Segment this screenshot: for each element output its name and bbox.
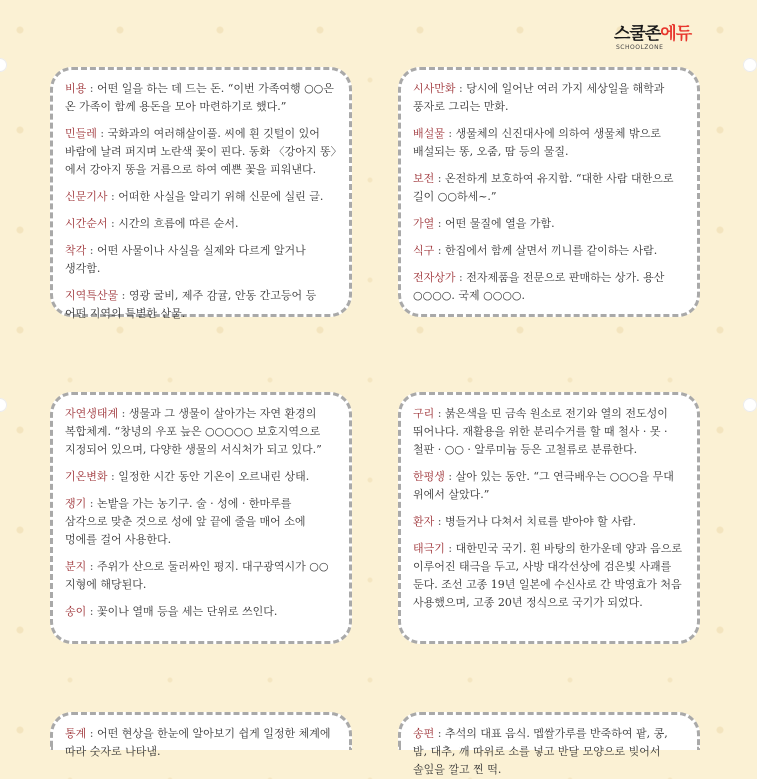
vocab-entry: 착각 : 어떤 사물이나 사실을 실제와 다르게 알거나 생각함. bbox=[65, 244, 306, 275]
vocab-term: 송편 bbox=[413, 727, 435, 740]
vocab-entry: 통계 : 어떤 현상을 한눈에 알아보기 쉽게 일정한 체계에 따라 숫자로 나타냄. bbox=[65, 727, 331, 758]
binder-hole bbox=[743, 58, 757, 72]
vocab-definition: 생물과 그 생물이 살아가는 자연 환경의 복합체계. “창녕의 우포 늪은 ○○○○○ 보호지역으로 지정되어 있으며, 다양한 생물의 서식처가 되고 있다.” bbox=[65, 407, 322, 456]
vocab-entry: 식구 : 한집에서 함께 살면서 끼니를 같이하는 사람. bbox=[413, 244, 658, 257]
vocab-term: 민들레 bbox=[65, 127, 97, 140]
vocab-entry: 시사만화 : 당시에 일어난 여러 가지 세상일을 해학과 풍자로 그리는 만화. bbox=[413, 82, 665, 113]
vocab-entry: 환자 : 병들거나 다쳐서 치료를 받아야 할 사람. bbox=[413, 515, 636, 528]
vocab-term: 환자 bbox=[413, 515, 435, 528]
vocab-term: 기온변화 bbox=[65, 470, 108, 483]
binder-hole bbox=[0, 58, 7, 72]
vocab-term: 한평생 bbox=[413, 470, 445, 483]
vocab-definition: 어떠한 사실을 알리기 위해 신문에 실린 글. bbox=[118, 190, 324, 203]
vocab-definition: 주위가 산으로 둘러싸인 평지. 대구광역시가 ○○지형에 해당된다. bbox=[65, 560, 329, 591]
vocab-definition: 대한민국 국기. 흰 바탕의 한가운데 양과 음으로 이루어진 태극을 두고, 사방 대각선상에 검은빛 사괘를 둔다. 조선 고종 19년 일본에 수신사로 간 박영효가 처음 사용했으며, 고종 20년 정식으로 국기가 되었다. bbox=[413, 542, 682, 609]
vocab-term: 신문기사 bbox=[65, 190, 108, 203]
vocab-term: 가열 bbox=[413, 217, 435, 230]
vocab-term: 분지 bbox=[65, 560, 87, 573]
vocab-term: 전자상가 bbox=[413, 271, 456, 284]
vocab-term: 지역특산물 bbox=[65, 289, 119, 302]
vocab-entry: 가열 : 어떤 물질에 열을 가함. bbox=[413, 217, 555, 230]
vocab-term: 자연생태계 bbox=[65, 407, 119, 420]
vocab-entry: 송편 : 추석의 대표 음식. 멥쌀가루를 반죽하여 팥, 콩, 밤, 대추, 깨 따위로 소를 넣고 반달 모양으로 빚어서 솔잎을 깔고 찐 떡. bbox=[413, 727, 668, 776]
vocab-term: 구리 bbox=[413, 407, 435, 420]
logo-wordmark: 스쿨존에듀 bbox=[614, 24, 692, 44]
vocab-term: 시간순서 bbox=[65, 217, 108, 230]
vocab-definition: 시간의 흐름에 따른 순서. bbox=[118, 217, 239, 230]
vocab-entry: 보전 : 온전하게 보호하여 유지함. “대한 사람 대한으로 길이 ○○하세~.” bbox=[413, 172, 674, 203]
vocab-definition: 생물체의 신진대사에 의하여 생물체 밖으로 배설되는 똥, 오줌, 땀 등의 물질. bbox=[413, 127, 661, 158]
vocab-entry: 지역특산물 : 영광 굴비, 제주 감귤, 안동 간고등어 등 어떤 지역의 특별한 산물. bbox=[65, 289, 317, 320]
vocab-entry: 쟁기 : 논밭을 가는 농기구. 술 · 성에 · 한마루를 삼각으로 맞춘 것으로 성에 앞 끝에 줄을 매어 소에 멍에를 걸어 사용한다. bbox=[65, 497, 306, 546]
vocab-term: 송이 bbox=[65, 605, 87, 618]
vocab-term: 착각 bbox=[65, 244, 87, 257]
vocab-definition: 온전하게 보호하여 유지함. “대한 사람 대한으로 길이 ○○하세~.” bbox=[413, 172, 674, 203]
vocab-definition: 어떤 물질에 열을 가함. bbox=[444, 217, 555, 230]
vocab-definition: 한집에서 함께 살면서 끼니를 같이하는 사람. bbox=[444, 244, 658, 257]
vocab-entry: 비용 : 어떤 일을 하는 데 드는 돈. “이번 가족여행 ○○은 온 가족이 함께 용돈을 모아 마련하기로 했다.” bbox=[65, 82, 334, 113]
vocab-term: 통계 bbox=[65, 727, 87, 740]
vocab-entry: 배설물 : 생물체의 신진대사에 의하여 생물체 밖으로 배설되는 똥, 오줌, 땀 등의 물질. bbox=[413, 127, 661, 158]
vocab-definition: 일정한 시간 동안 기온이 오르내린 상태. bbox=[118, 470, 310, 483]
vocab-entry: 한평생 : 살아 있는 동안. “그 연극배우는 ○○○을 무대 위에서 살았다.” bbox=[413, 470, 674, 501]
vocab-entry: 구리 : 붉은색을 띤 금속 원소로 전기와 열의 전도성이 뛰어나다. 재활용을 위한 분리수거를 할 때 철사 · 못 · 철판 · ○○ · 알루미늄 등은 고철류로 분류한다. bbox=[413, 407, 668, 456]
vocab-card-4 bbox=[398, 392, 700, 644]
logo-subtitle: SCHOOLZONE bbox=[616, 44, 664, 51]
vocab-definition: 추석의 대표 음식. 멥쌀가루를 반죽하여 팥, 콩, 밤, 대추, 깨 따위로 소를 넣고 반달 모양으로 빚어서 솔잎을 깔고 찐 떡. bbox=[413, 727, 668, 776]
vocab-definition: 어떤 일을 하는 데 드는 돈. “이번 가족여행 ○○은 온 가족이 함께 용돈을 모아 마련하기로 했다.” bbox=[65, 82, 334, 113]
vocab-definition: 살아 있는 동안. “그 연극배우는 ○○○을 무대 위에서 살았다.” bbox=[413, 470, 674, 501]
vocab-definition: 붉은색을 띤 금속 원소로 전기와 열의 전도성이 뛰어나다. 재활용을 위한 분리수거를 할 때 철사 · 못 · 철판 · ○○ · 알루미늄 등은 고철류로 분류한다. bbox=[413, 407, 668, 456]
vocab-definition: 국화과의 여러해살이풀. 씨에 흰 깃털이 있어 바람에 날려 퍼지며 노란색 꽃이 핀다. 동화 〈강아지 똥〉에서 강아지 똥을 거름으로 하여 예쁜 꽃을 피워낸다. bbox=[65, 127, 337, 176]
vocab-entry: 송이 : 꽃이나 열매 등을 세는 단위로 쓰인다. bbox=[65, 605, 278, 618]
vocab-entry: 분지 : 주위가 산으로 둘러싸인 평지. 대구광역시가 ○○지형에 해당된다. bbox=[65, 560, 329, 591]
vocab-definition: 병들거나 다쳐서 치료를 받아야 할 사람. bbox=[444, 515, 636, 528]
vocab-card-5 bbox=[50, 712, 352, 758]
vocab-term: 식구 bbox=[413, 244, 435, 257]
vocab-card-3 bbox=[50, 392, 352, 644]
binder-hole bbox=[0, 398, 7, 412]
vocab-definition: 어떤 사물이나 사실을 실제와 다르게 알거나 생각함. bbox=[65, 244, 306, 275]
vocab-entry: 민들레 : 국화과의 여러해살이풀. 씨에 흰 깃털이 있어 바람에 날려 퍼지며 노란색 꽃이 핀다. 동화 〈강아지 똥〉에서 강아지 똥을 거름으로 하여 예쁜 꽃을 피워낸다. bbox=[65, 127, 337, 176]
vocab-entry: 시간순서 : 시간의 흐름에 따른 순서. bbox=[65, 217, 239, 230]
vocab-definition: 논밭을 가는 농기구. 술 · 성에 · 한마루를 삼각으로 맞춘 것으로 성에 앞 끝에 줄을 매어 소에 멍에를 걸어 사용한다. bbox=[65, 497, 306, 546]
vocab-definition: 전자제품을 전문으로 판매하는 상가. 용산 ○○○○. 국제 ○○○○. bbox=[413, 271, 665, 302]
vocab-card-2 bbox=[398, 67, 700, 317]
logo bbox=[614, 24, 724, 54]
vocab-definition: 영광 굴비, 제주 감귤, 안동 간고등어 등 어떤 지역의 특별한 산물. bbox=[65, 289, 317, 320]
vocab-term: 보전 bbox=[413, 172, 435, 185]
vocab-term: 배설물 bbox=[413, 127, 445, 140]
vocab-term: 시사만화 bbox=[413, 82, 456, 95]
vocab-card-6 bbox=[398, 712, 700, 776]
vocab-entry: 전자상가 : 전자제품을 전문으로 판매하는 상가. 용산 ○○○○. 국제 ○○○○. bbox=[413, 271, 665, 302]
vocab-term: 비용 bbox=[65, 82, 87, 95]
vocab-definition: 당시에 일어난 여러 가지 세상일을 해학과 풍자로 그리는 만화. bbox=[413, 82, 665, 113]
vocab-entry: 기온변화 : 일정한 시간 동안 기온이 오르내린 상태. bbox=[65, 470, 310, 483]
vocab-term: 쟁기 bbox=[65, 497, 87, 510]
vocab-definition: 어떤 현상을 한눈에 알아보기 쉽게 일정한 체계에 따라 숫자로 나타냄. bbox=[65, 727, 331, 758]
vocab-definition: 꽃이나 열매 등을 세는 단위로 쓰인다. bbox=[96, 605, 278, 618]
binder-hole bbox=[743, 398, 757, 412]
vocab-card-1 bbox=[50, 67, 352, 320]
vocab-entry: 신문기사 : 어떠한 사실을 알리기 위해 신문에 실린 글. bbox=[65, 190, 324, 203]
vocab-entry: 태극기 : 대한민국 국기. 흰 바탕의 한가운데 양과 음으로 이루어진 태극을 두고, 사방 대각선상에 검은빛 사괘를 둔다. 조선 고종 19년 일본에 수신사로 간 박영효가 처음 사용했으며, 고종 20년 정식으로 국기가 되었다. bbox=[413, 542, 682, 609]
vocab-entry: 자연생태계 : 생물과 그 생물이 살아가는 자연 환경의 복합체계. “창녕의 우포 늪은 ○○○○○ 보호지역으로 지정되어 있으며, 다양한 생물의 서식처가 되고 있다.” bbox=[65, 407, 322, 456]
vocab-term: 태극기 bbox=[413, 542, 445, 555]
